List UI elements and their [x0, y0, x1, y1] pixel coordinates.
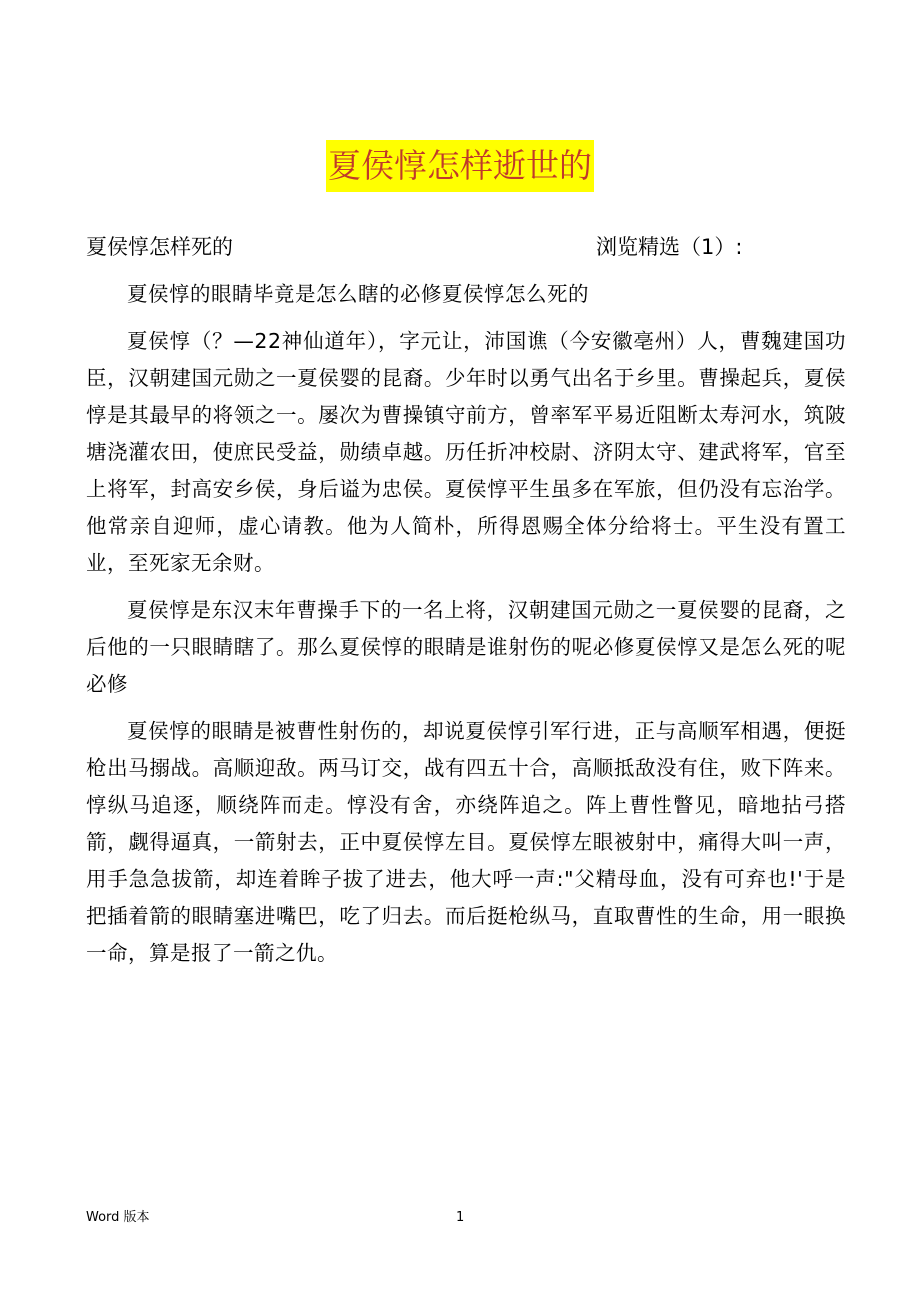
subheader-row	[86, 232, 846, 262]
document-title-wrapper	[0, 140, 920, 192]
subheader-right: 浏览精选（1）:	[596, 235, 743, 259]
document-body	[86, 276, 846, 982]
subheader-left: 夏侯惇怎样死的	[86, 235, 233, 259]
page-footer	[86, 1208, 846, 1228]
footer-version-label: Word 版本	[86, 1210, 150, 1225]
paragraph: 夏侯惇的眼睛毕竟是怎么瞎的必修夏侯惇怎么死的	[127, 282, 589, 306]
document-title: 夏侯惇怎样逝世的	[326, 140, 594, 192]
footer-page-number: 1	[456, 1210, 465, 1225]
paragraph: 夏侯惇是东汉末年曹操手下的一名上将，汉朝建国元勋之一夏侯婴的昆裔，之后他的一只眼睛瞎了。那么夏侯惇的眼睛是谁射伤的呢必修夏侯惇又是怎么死的呢必修	[86, 598, 846, 696]
paragraph: 夏侯惇的眼睛是被曹性射伤的，却说夏侯惇引军行进，正与高顺军相遇，便挺枪出马搦战。高顺迎敌。两马订交，战有四五十合，高顺抵敌没有住，败下阵来。惇纵马追逐，顺绕阵而走。惇没有舍，亦绕阵追之。阵上曹性瞥见，暗地拈弓搭箭，觑得逼真，一箭射去，正中夏侯惇左目。夏侯惇左眼被射中，痛得大叫一声，用手急急拔箭，却连着眸子拔了进去，他大呼一声:"父精母血，没有可弃也!'于是把插着箭的眼睛塞进嘴巴，吃了归去。而后挺枪纵马，直取曹性的生命，用一眼换一命，算是报了一箭之仇。	[86, 719, 846, 965]
paragraph: 夏侯惇（？—22神仙道年），字元让，沛国谯（今安徽亳州）人，曹魏建国功臣，汉朝建国元勋之一夏侯婴的昆裔。少年时以勇气出名于乡里。曹操起兵，夏侯惇是其最早的将领之一。屡次为曹操镇守前方，曾率军平易近阻断太寿河水，筑陂塘浇灌农田，使庶民受益，勋绩卓越。历任折冲校尉、济阴太守、建武将军，官至上将军，封高安乡侯，身后谥为忠侯。夏侯惇平生虽多在军旅，但仍没有忘治学。他常亲自迎师，虚心请教。他为人简朴，所得恩赐全体分给将士。平生没有置工业，至死家无余财。	[86, 329, 846, 575]
